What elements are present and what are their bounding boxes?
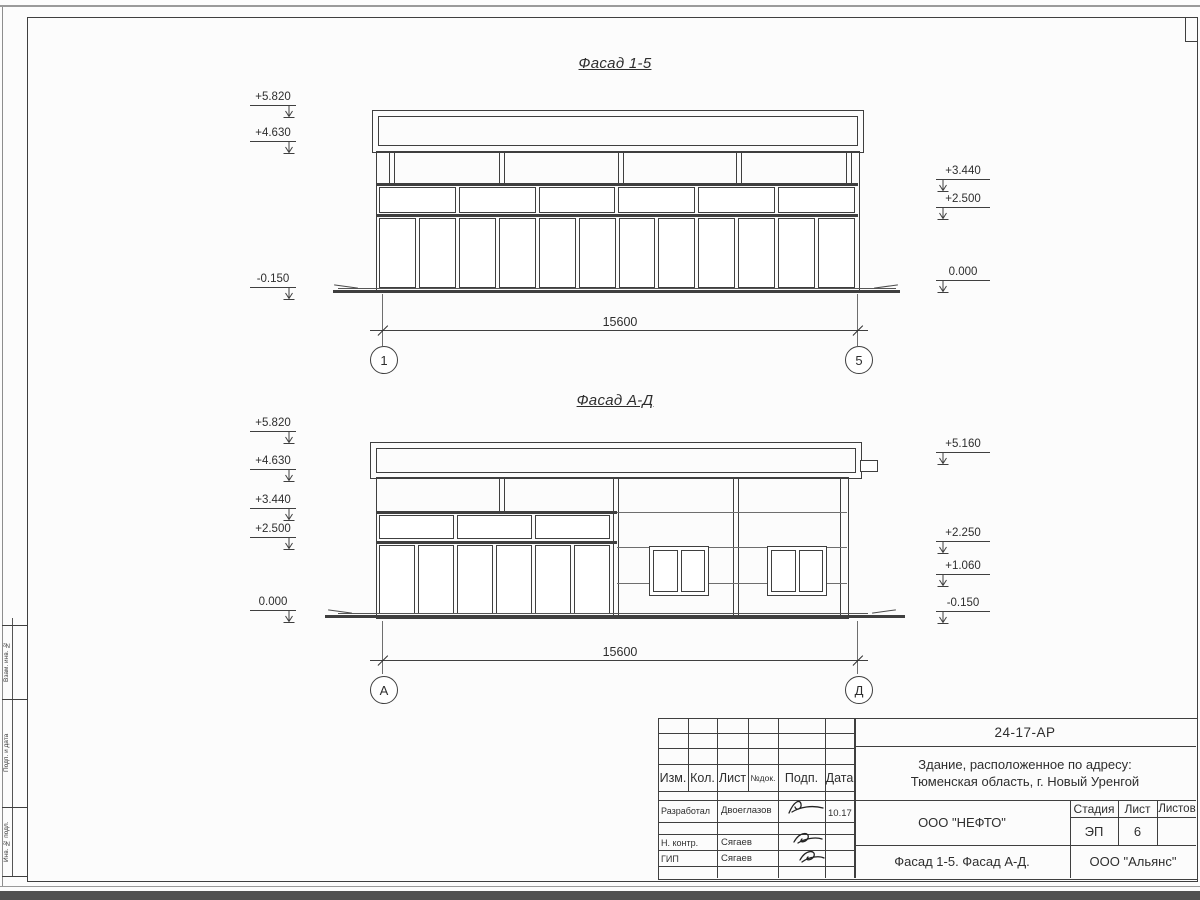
glazing-panel	[379, 515, 454, 539]
sheet-title: Фасад 1-5. Фасад А-Д.	[894, 854, 1030, 869]
drawing-element	[284, 432, 295, 444]
glazing-panel	[459, 218, 496, 288]
drawing-element	[937, 281, 949, 294]
drawing-element	[938, 453, 949, 465]
glazing-panel	[818, 218, 855, 288]
elevation-arrow-icon	[937, 453, 949, 466]
drawing-element	[794, 834, 824, 862]
drawing-element	[937, 575, 949, 588]
signature-ncontrol-gip	[790, 830, 826, 875]
elevation-mark	[250, 523, 296, 553]
scan-edge-bottom-line	[0, 886, 1200, 887]
side-stamp-label: Подп. и дата	[3, 733, 10, 773]
side-stamp-line	[2, 876, 27, 877]
col-ndok: №док.	[750, 772, 776, 783]
frieze-mullion	[499, 477, 505, 512]
drawing-element	[284, 106, 295, 118]
elevation-arrow-icon	[283, 509, 295, 522]
dimension-line	[370, 330, 868, 331]
glazing-panel	[698, 218, 735, 288]
platform-line	[338, 288, 896, 289]
glazing-panel	[618, 187, 695, 213]
frame-corner-cell	[1185, 17, 1198, 42]
elevation-arrow-icon	[937, 180, 949, 193]
glazing-panel	[496, 545, 532, 614]
window-leaf	[771, 550, 796, 592]
drawing-element	[283, 142, 295, 155]
drawing-element	[938, 208, 949, 220]
drawing-element	[938, 180, 949, 192]
signature-developed	[786, 797, 826, 824]
company-name: ООО "НЕФТО"	[918, 815, 1006, 830]
glazing-panel	[419, 218, 456, 288]
glazing-panel	[778, 218, 815, 288]
elevation-arrow-icon	[283, 106, 295, 119]
transom-head-line	[376, 183, 858, 186]
drawing-element	[283, 288, 295, 301]
project-address-line2: Тюменская область, г. Новый Уренгой	[910, 774, 1140, 789]
drawing-element	[283, 538, 295, 551]
drawing-element	[283, 470, 295, 483]
glazing-panel	[535, 545, 571, 614]
transom-head-line	[376, 511, 617, 514]
window	[649, 546, 709, 596]
elevation-mark	[250, 273, 296, 303]
glazing-panel	[457, 515, 532, 539]
elevation-value: +2.500	[945, 193, 981, 205]
glazing-row	[379, 545, 610, 614]
glazing-panel	[379, 218, 416, 288]
dimension-line	[370, 660, 868, 661]
transom-row	[379, 515, 610, 539]
axis-extension-line	[382, 294, 383, 346]
drawing-element	[789, 801, 823, 813]
doc-number: 24-17-АР	[994, 724, 1056, 740]
drawing-element	[283, 106, 295, 119]
drawing-element	[284, 142, 295, 154]
drawing-element	[284, 470, 295, 482]
project-address	[854, 746, 1196, 800]
elevation-arrow-icon	[283, 470, 295, 483]
elevation-value: +5.160	[945, 438, 981, 450]
row-ncontrol-label: Н. контр.	[661, 838, 699, 848]
stage-label: Стадия	[1073, 801, 1115, 816]
ground-line	[325, 615, 905, 618]
glazing-panel	[379, 545, 415, 614]
frieze-mullion	[846, 151, 852, 184]
elevation-mark	[936, 527, 990, 557]
window-leaf	[799, 550, 824, 592]
side-stamp-label: Взам. инв. №	[3, 641, 10, 683]
glazing-panel	[539, 187, 616, 213]
elevation-mark	[936, 266, 990, 296]
row-gip-name: Сягаев	[721, 853, 752, 864]
elevation-mark	[936, 597, 990, 627]
frieze-mullion	[499, 151, 505, 184]
axis-extension-line	[857, 621, 858, 674]
title-block-line	[717, 718, 718, 878]
window-leaf	[653, 550, 678, 592]
elevation-value: +3.440	[945, 165, 981, 177]
elevation-mark	[250, 455, 296, 485]
sign-band-bracket	[860, 460, 878, 472]
frieze-mullion	[389, 151, 395, 184]
facade-a-d-title: Фасад А-Д	[576, 392, 654, 409]
transom-sill-line	[376, 214, 858, 217]
axis-bubble-5: 5	[845, 346, 873, 374]
axis-extension-line	[382, 621, 383, 674]
elevation-arrow-icon	[283, 288, 295, 301]
transom-sill-line	[376, 541, 617, 544]
title-block-line	[658, 733, 854, 734]
elevation-mark	[936, 165, 990, 195]
sign-band-inner	[378, 116, 858, 146]
scan-edge-top	[0, 5, 1200, 7]
sheet-label: Лист	[1124, 801, 1151, 816]
drawing-element	[937, 542, 949, 555]
row-ncontrol-name: Сягаев	[721, 837, 752, 848]
drawing-element	[786, 797, 826, 819]
glazing-panel	[539, 218, 576, 288]
drawing-element	[937, 180, 949, 193]
drawing-element	[938, 575, 949, 587]
row-gip-label: ГИП	[661, 854, 679, 864]
elevation-mark	[250, 494, 296, 524]
row-developed-date: 10.17	[828, 808, 852, 819]
elevation-arrow-icon	[937, 542, 949, 555]
axis-bubble-a: А	[370, 676, 398, 704]
drawing-element	[938, 281, 949, 293]
elevation-arrow-icon	[283, 432, 295, 445]
drawing-element	[937, 453, 949, 466]
col-izm: Изм.	[659, 770, 687, 785]
axis-bubble-1: 1	[370, 346, 398, 374]
scan-edge-bottom-band	[0, 891, 1200, 900]
elevation-arrow-icon	[283, 142, 295, 155]
elevation-mark	[936, 438, 990, 468]
elevation-mark	[250, 417, 296, 447]
elevation-value: +2.500	[255, 523, 291, 535]
glazing-panel	[619, 218, 656, 288]
elevation-arrow-icon	[283, 538, 295, 551]
window	[767, 546, 827, 596]
elevation-value: -0.150	[946, 597, 980, 609]
sheets-label: Листов	[1158, 802, 1196, 815]
elevation-arrow-icon	[937, 575, 949, 588]
glazing-panel	[499, 218, 536, 288]
glazing-panel	[418, 545, 454, 614]
elevation-value: 0.000	[258, 596, 288, 608]
elevation-value: +1.060	[945, 560, 981, 572]
col-data: Дата	[825, 770, 854, 785]
stage-value: ЭП	[1084, 823, 1104, 839]
glazing-panel	[457, 545, 493, 614]
glazing-row	[379, 218, 855, 288]
dimension-value: 15600	[602, 315, 638, 329]
drawing-element	[283, 432, 295, 445]
title-block-line	[658, 791, 854, 792]
ground-line	[333, 290, 900, 293]
row-developed-name: Двоеглазов	[721, 805, 772, 816]
elevation-value: +2.250	[945, 527, 981, 539]
axis-extension-line	[857, 294, 858, 346]
elevation-arrow-icon	[937, 208, 949, 221]
elevation-mark	[250, 596, 296, 626]
axis-bubble-d: Д	[845, 676, 873, 704]
glazing-panel	[738, 218, 775, 288]
platform-line	[338, 613, 868, 614]
title-block-line	[658, 748, 854, 749]
drawing-element	[284, 288, 295, 300]
elevation-value: +4.630	[255, 455, 291, 467]
glazing-panel	[579, 218, 616, 288]
glazing-panel	[574, 545, 610, 614]
drawing-element	[937, 612, 949, 625]
col-kol: Кол.	[690, 770, 715, 785]
drawing-element	[283, 509, 295, 522]
elevation-arrow-icon	[937, 612, 949, 625]
glazing-panel	[535, 515, 610, 539]
wall-seam	[617, 512, 847, 513]
drawing-element	[938, 612, 949, 624]
elevation-value: +5.820	[255, 91, 291, 103]
sheet-value: 6	[1133, 823, 1142, 839]
drawing-element	[937, 208, 949, 221]
glazing-panel	[698, 187, 775, 213]
elevation-mark	[936, 193, 990, 223]
drawing-element	[938, 542, 949, 554]
col-podp: Подп.	[784, 770, 819, 785]
side-stamp-divider	[12, 618, 13, 876]
drawing-element	[284, 509, 295, 521]
glazing-panel	[459, 187, 536, 213]
col-list: Лист	[718, 770, 747, 785]
sign-band-inner	[376, 448, 856, 473]
glazing-panel	[658, 218, 695, 288]
frieze-mullion	[736, 151, 742, 184]
elevation-mark	[250, 127, 296, 157]
elevation-value: +5.820	[255, 417, 291, 429]
elevation-arrow-icon	[283, 611, 295, 624]
side-stamp-label: Инв. № подл.	[3, 821, 10, 862]
org-name: ООО "Альянс"	[1089, 854, 1177, 869]
window-leaf	[681, 550, 706, 592]
drawing-element	[284, 611, 295, 623]
elevation-value: 0.000	[948, 266, 978, 278]
elevation-value: +3.440	[255, 494, 291, 506]
elevation-mark	[936, 560, 990, 590]
facade-1-5-title: Фасад 1-5	[578, 55, 652, 72]
transom-row	[379, 187, 855, 213]
elevation-value: +4.630	[255, 127, 291, 139]
elevation-arrow-icon	[937, 281, 949, 294]
title-block-line	[778, 718, 779, 878]
frieze-mullion	[618, 151, 624, 184]
dimension-value: 15600	[602, 645, 638, 659]
glazing-panel	[778, 187, 855, 213]
elevation-value: -0.150	[256, 273, 290, 285]
elevation-mark	[250, 91, 296, 121]
drawing-element	[283, 611, 295, 624]
drawing-element	[790, 830, 826, 870]
drawing-element	[284, 538, 295, 550]
project-address-line1: Здание, расположенное по адресу:	[918, 757, 1132, 772]
glazing-panel	[379, 187, 456, 213]
row-developed-label: Разработал	[661, 806, 710, 816]
